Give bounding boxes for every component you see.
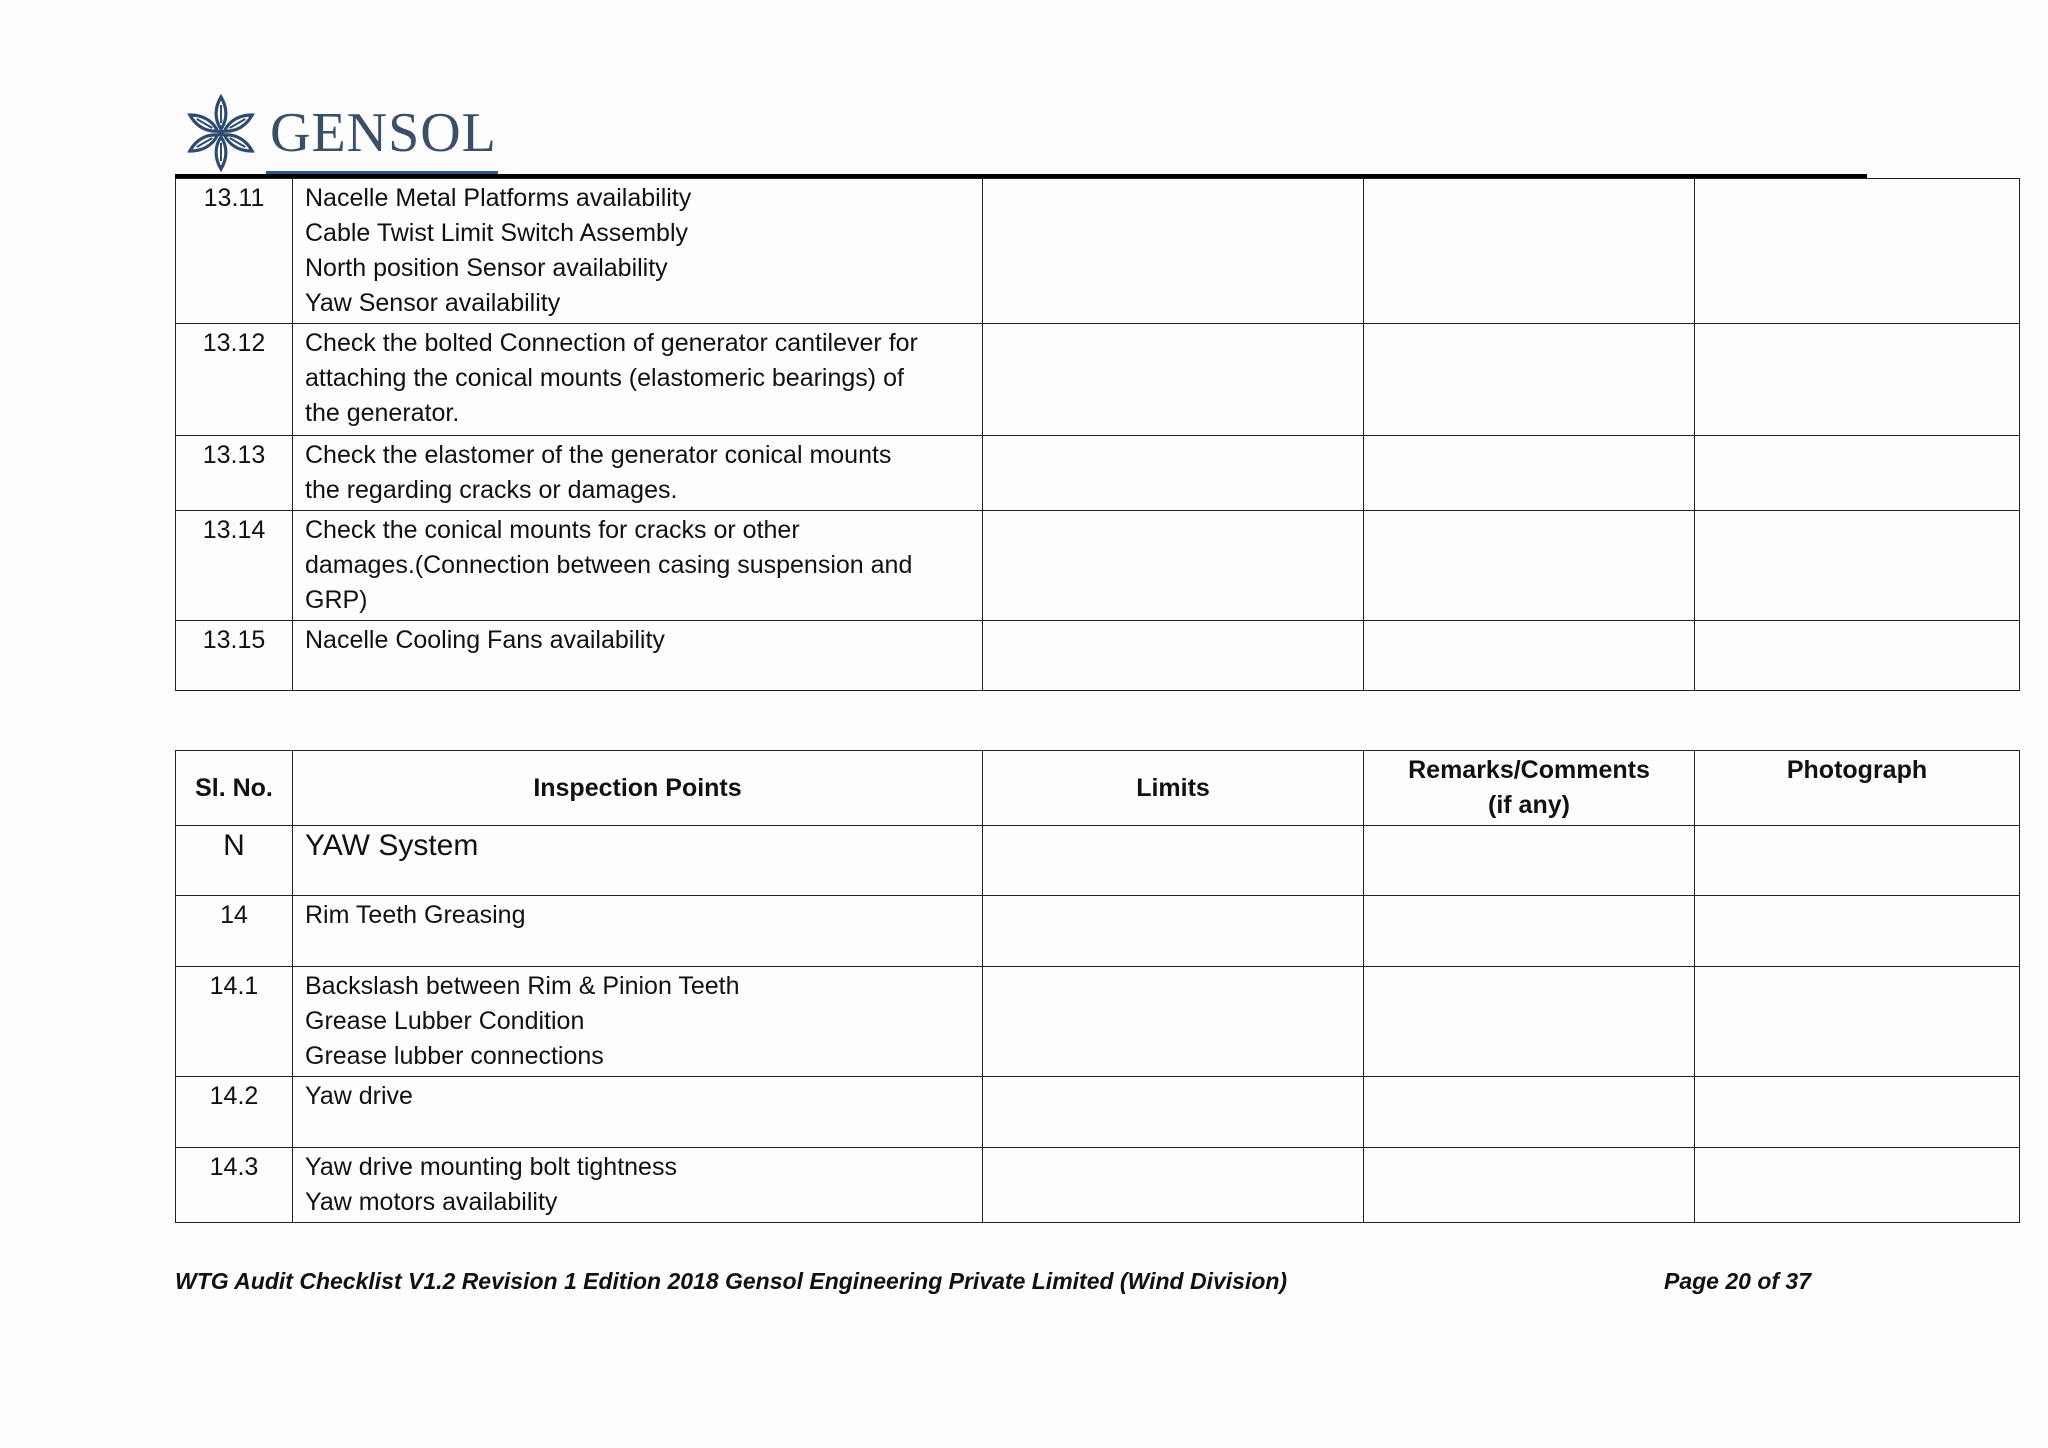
photograph-cell: [1695, 436, 2020, 511]
logo-wordmark: GENSOL: [270, 102, 497, 164]
inspection-point-line: Yaw Sensor availability: [305, 289, 561, 317]
inspection-point-cell: [293, 179, 983, 324]
sl-no-cell: 14.1: [176, 967, 293, 1077]
inspection-point-line: Check the conical mounts for cracks or other: [305, 516, 800, 544]
inspection-point-line: the generator.: [305, 399, 460, 427]
checklist-table-yaw: [175, 750, 2020, 1223]
sl-no-cell: 13.13: [176, 436, 293, 511]
remarks-header-line: Remarks/Comments: [1408, 756, 1650, 784]
inspection-point-line: Nacelle Metal Platforms availability: [305, 184, 692, 212]
table-row: [176, 1148, 2020, 1223]
inspection-point-cell: [293, 324, 983, 436]
footer-document-title: WTG Audit Checklist V1.2 Revision 1 Edition 2018 Gensol Engineering Private Limited (Wind Division): [175, 1268, 1288, 1294]
inspection-point-line: Nacelle Cooling Fans availability: [305, 626, 665, 654]
photograph-cell: [1695, 1148, 2020, 1223]
remarks-cell: [1364, 826, 1695, 896]
section-title-cell: YAW System: [293, 826, 983, 896]
column-header-inspection-points: Inspection Points: [293, 751, 983, 826]
photograph-cell: [1695, 826, 2020, 896]
remarks-cell: [1364, 179, 1695, 324]
limits-cell: [983, 436, 1364, 511]
inspection-point-cell: [293, 967, 983, 1077]
inspection-point-line: North position Sensor availability: [305, 254, 668, 282]
inspection-point-cell: [293, 436, 983, 511]
sl-no-cell: 13.14: [176, 511, 293, 621]
inspection-point-line: Yaw motors availability: [305, 1188, 558, 1216]
inspection-point-cell: [293, 511, 983, 621]
limits-cell: [983, 511, 1364, 621]
limits-cell: [983, 1077, 1364, 1148]
inspection-point-cell: [293, 896, 983, 967]
photograph-cell: [1695, 896, 2020, 967]
limits-cell: [983, 896, 1364, 967]
limits-cell: [983, 967, 1364, 1077]
inspection-point-line: Grease lubber connections: [305, 1042, 604, 1070]
table-header-row: [176, 751, 2020, 826]
limits-cell: [983, 324, 1364, 436]
gensol-flower-icon: [178, 93, 264, 173]
inspection-point-cell: [293, 1077, 983, 1148]
photograph-cell: [1695, 179, 2020, 324]
sl-no-cell: 14.2: [176, 1077, 293, 1148]
sl-no-cell: 14.3: [176, 1148, 293, 1223]
inspection-point-cell: [293, 1148, 983, 1223]
limits-cell: [983, 826, 1364, 896]
table-row: [176, 511, 2020, 621]
remarks-cell: [1364, 621, 1695, 691]
section-sl-cell: N: [176, 826, 293, 896]
table-row: [176, 179, 2020, 324]
inspection-point-line: Rim Teeth Greasing: [305, 901, 526, 929]
remarks-cell: [1364, 1148, 1695, 1223]
gensol-logo: [178, 88, 497, 178]
remarks-header-line: (if any): [1488, 791, 1570, 819]
remarks-cell: [1364, 1077, 1695, 1148]
inspection-point-line: the regarding cracks or damages.: [305, 476, 678, 504]
remarks-cell: [1364, 967, 1695, 1077]
column-header-limits: Limits: [983, 751, 1364, 826]
remarks-cell: [1364, 896, 1695, 967]
inspection-point-line: attaching the conical mounts (elastomeric bearings) of: [305, 364, 904, 392]
sl-no-cell: 13.15: [176, 621, 293, 691]
table-row: [176, 621, 2020, 691]
table-row: [176, 436, 2020, 511]
sl-no-cell: 13.11: [176, 179, 293, 324]
inspection-point-line: Check the elastomer of the generator conical mounts: [305, 441, 892, 469]
photograph-cell: [1695, 1077, 2020, 1148]
limits-cell: [983, 621, 1364, 691]
limits-cell: [983, 1148, 1364, 1223]
column-header-photograph: Photograph: [1695, 751, 2020, 826]
table-row: [176, 324, 2020, 436]
table-row: [176, 896, 2020, 967]
limits-cell: [983, 179, 1364, 324]
table-row: [176, 967, 2020, 1077]
checklist-table-continued: [175, 178, 2020, 691]
inspection-point-line: Yaw drive: [305, 1082, 413, 1110]
inspection-point-line: Check the bolted Connection of generator cantilever for: [305, 329, 918, 357]
table-row: [176, 1077, 2020, 1148]
inspection-point-line: Grease Lubber Condition: [305, 1007, 585, 1035]
inspection-point-line: GRP): [305, 586, 368, 614]
inspection-point-line: damages.(Connection between casing suspension and: [305, 551, 913, 579]
sl-no-cell: 13.12: [176, 324, 293, 436]
photograph-cell: [1695, 324, 2020, 436]
remarks-cell: [1364, 324, 1695, 436]
inspection-point-line: Backslash between Rim & Pinion Teeth: [305, 972, 740, 1000]
footer-page-number: Page 20 of 37: [1664, 1268, 1812, 1294]
inspection-point-line: Yaw drive mounting bolt tightness: [305, 1153, 677, 1181]
inspection-point-line: Cable Twist Limit Switch Assembly: [305, 219, 688, 247]
sl-no-cell: 14: [176, 896, 293, 967]
photograph-cell: [1695, 621, 2020, 691]
remarks-cell: [1364, 511, 1695, 621]
inspection-point-cell: [293, 621, 983, 691]
column-header-remarks: [1364, 751, 1695, 826]
photograph-cell: [1695, 511, 2020, 621]
section-row: [176, 826, 2020, 896]
column-header-sl-no: Sl. No.: [176, 751, 293, 826]
remarks-cell: [1364, 436, 1695, 511]
photograph-cell: [1695, 967, 2020, 1077]
